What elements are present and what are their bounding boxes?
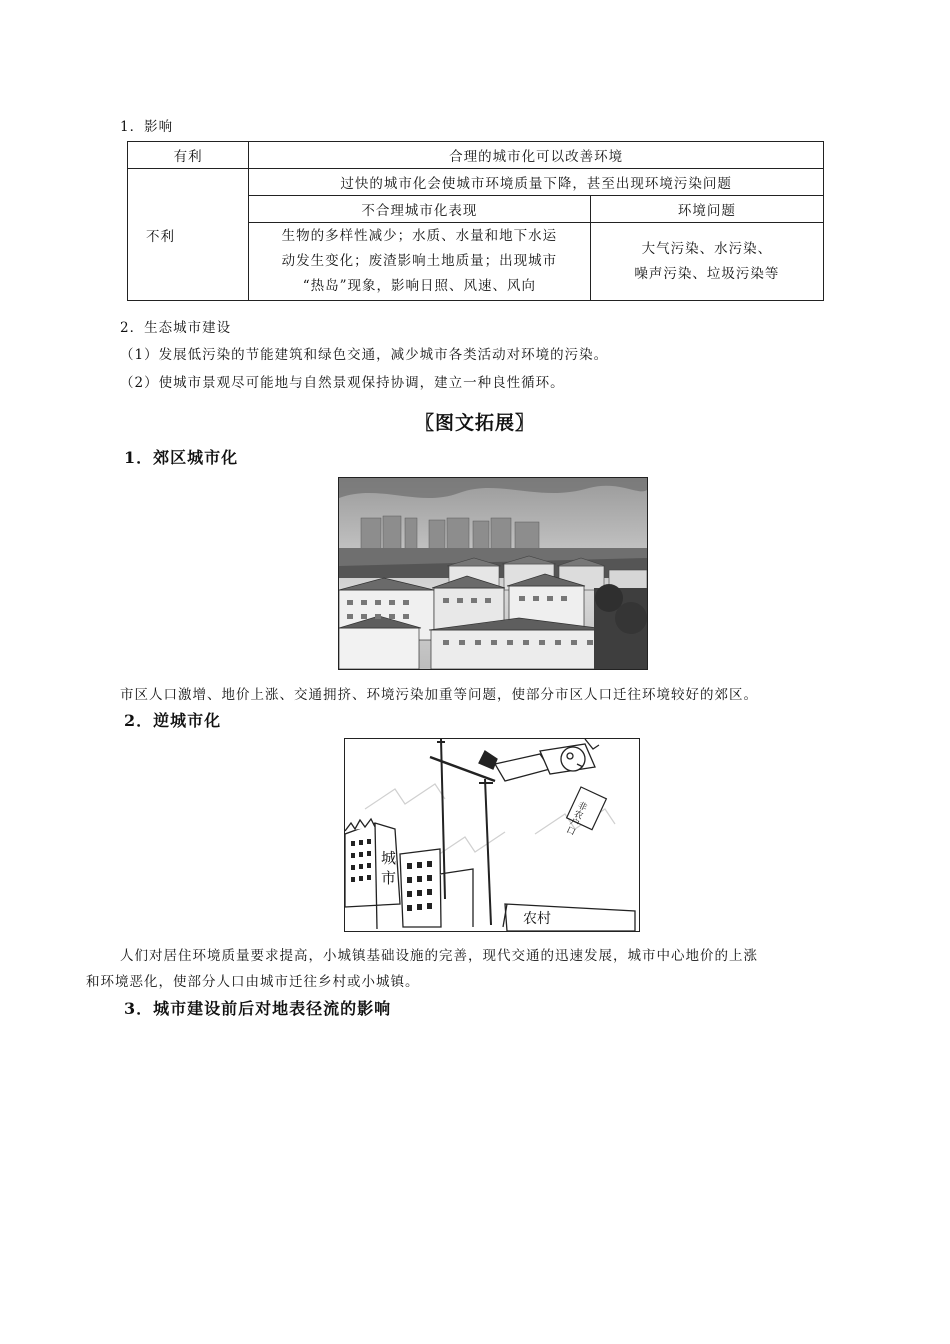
- problem-line: 大气污染、水污染、: [641, 240, 773, 257]
- item2-caption: [86, 944, 860, 990]
- favorable-label: 有利: [128, 142, 249, 169]
- item1-heading: 1．郊区城市化: [124, 448, 239, 467]
- extension-title: 〖图文拓展〗: [414, 412, 535, 434]
- unfavorable-label: 不利: [128, 169, 249, 301]
- manifestation-cell: [249, 223, 590, 301]
- suburb-photo: [338, 477, 648, 670]
- cartoon-city-char2: 市: [381, 869, 397, 887]
- manifestation-line: 生物的多样性减少；水质、水量和地下水运: [281, 228, 558, 244]
- section2-heading: 2．生态城市建设: [120, 320, 232, 336]
- impact-table: [127, 141, 824, 301]
- favorable-content: 合理的城市化可以改善环境: [249, 142, 824, 169]
- counter-urbanization-cartoon: [344, 738, 640, 932]
- suburb-photo-drawing: [339, 478, 647, 669]
- section2-item-2: （2）使城市景观尽可能地与自然景观保持协调，建立一种良性循环。: [120, 375, 565, 391]
- unfavorable-summary: 过快的城市化会使城市环境质量下降，甚至出现环境污染问题: [249, 169, 824, 196]
- col-header-problem: 环境问题: [590, 196, 823, 223]
- section2-item-1: （1）发展低污染的节能建筑和绿色交通，减少城市各类活动对环境的污染。: [120, 347, 609, 363]
- col-header-manifestation: 不合理城市化表现: [249, 196, 590, 223]
- cartoon-sign-text: 非农户口: [563, 799, 588, 836]
- manifestation-line: 动发生变化；废渣影响土地质量；出现城市: [281, 253, 558, 269]
- manifestation-line: “热岛”现象，影响日照、风速、风向: [302, 278, 537, 294]
- item3-heading: 3．城市建设前后对地表径流的影响: [124, 999, 392, 1018]
- section1-heading: 1．影响: [120, 119, 174, 135]
- item2-heading: 2．逆城市化: [124, 711, 222, 730]
- item1-caption: 市区人口激增、地价上涨、交通拥挤、环境污染加重等问题，使部分市区人口迁往环境较好的郊区。: [120, 687, 758, 703]
- item2-caption-line: 和环境恶化，使部分人口由城市迁往乡村或小城镇。: [86, 974, 420, 990]
- cartoon-village-label: 农村: [523, 911, 551, 927]
- problem-cell: [590, 223, 823, 301]
- cartoon-drawing: [345, 739, 639, 931]
- problem-line: 噪声污染、垃圾污染等: [634, 265, 780, 282]
- cartoon-city-char1: 城: [381, 849, 397, 867]
- item2-caption-line: 人们对居住环境质量要求提高，小城镇基础设施的完善，现代交通的迅速发展，城市中心地价的上涨: [120, 948, 758, 964]
